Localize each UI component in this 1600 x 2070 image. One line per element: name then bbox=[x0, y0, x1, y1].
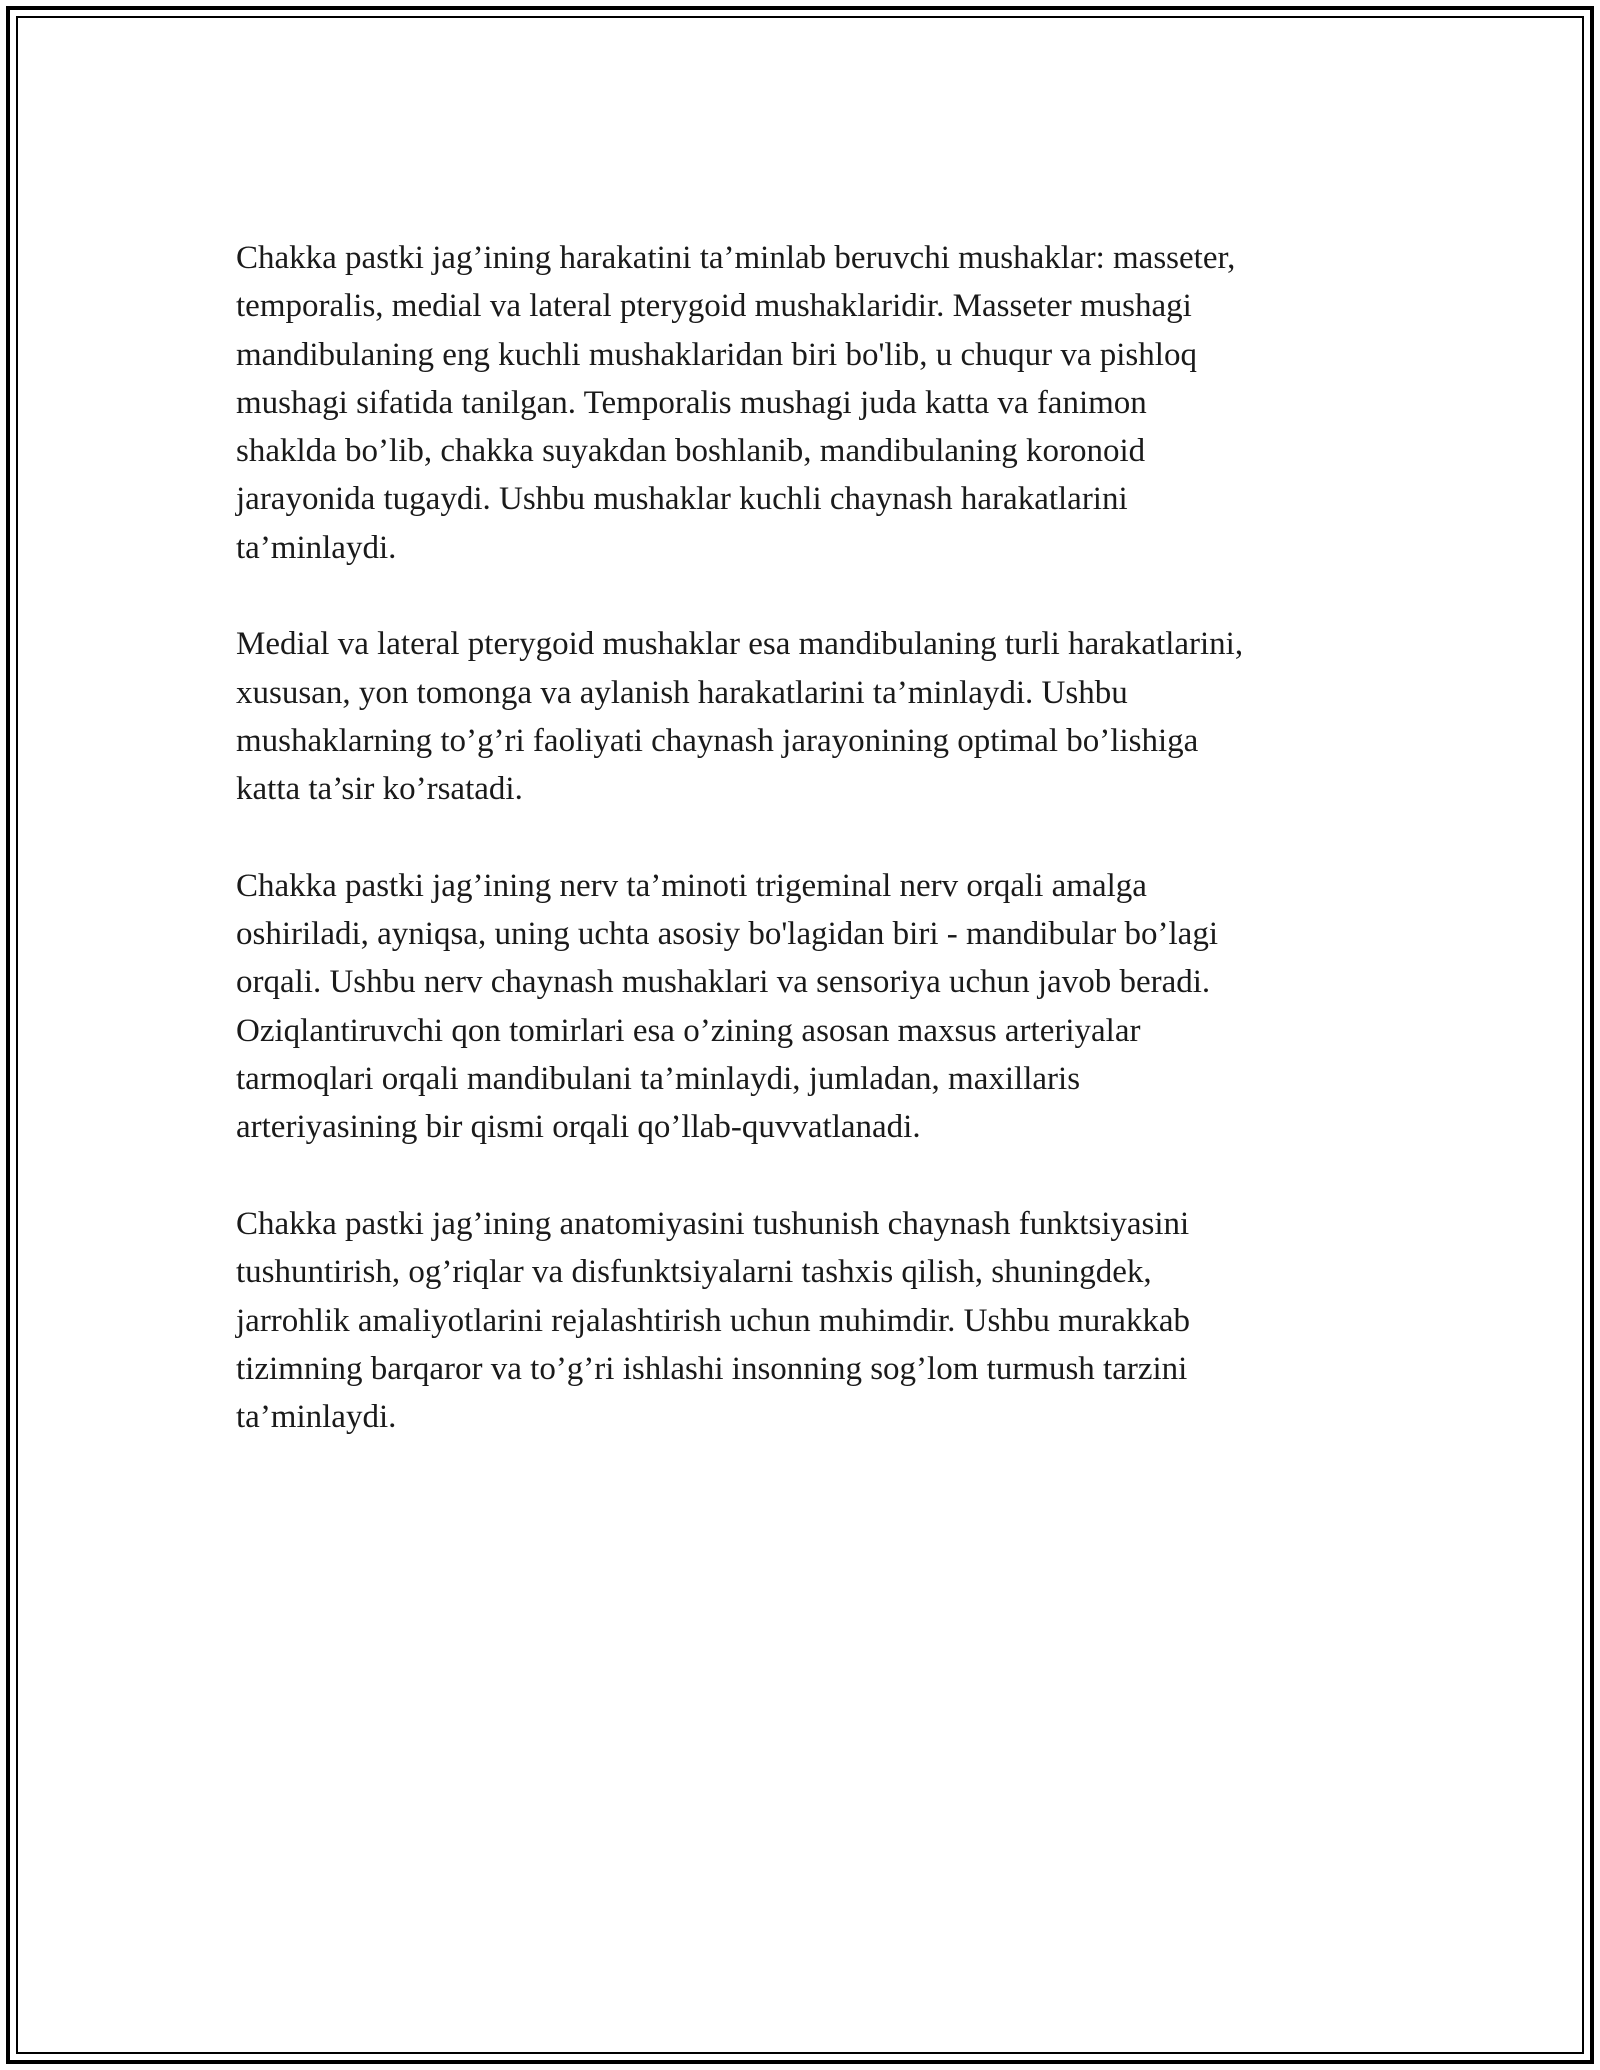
paragraph-4: Chakka pastki jag’ining anatomiyasini tushunish chaynash funktsiyasini tushuntirish, og’riqlar va disfunktsiyalarni tashxis qilish, shuningdek, jarrohlik amaliyotlarini rejalashtirish uchun muhimdir. Ushbu murakkab tizimning barqaror va to’g’ri ishlashi insonning sog’lom turmush tarzini ta’minlaydi. bbox=[236, 1205, 1191, 1436]
paragraph-1: Chakka pastki jag’ining harakatini ta’minlab beruvchi mushaklar: masseter, temporalis, medial va lateral pterygoid mushaklaridir. Masseter mushagi mandibulaning eng kuchli mushaklaridan biri bo'lib, u chuqur va pishloq mushagi sifatida tanilgan. Temporalis mushagi juda katta va fanimon shaklda bo’lib, chakka suyakdan boshlanib, mandibulaning koronoid jarayonida tugaydi. Ushbu mushaklar kuchli chaynash harakatlarini ta’minlaydi. bbox=[236, 240, 1236, 566]
paragraph-3: Chakka pastki jag’ining nerv ta’minoti trigeminal nerv orqali amalga oshiriladi, ayniqsa, uning uchta asosiy bo'lagidan biri - mandibular bo’lagi orqali. Ushbu nerv chaynash mushaklari va sensoriya uchun javob beradi. Oziqlantiruvchi qon tomirlari esa o’zining asosan maxsus arteriyalar tarmoqlari orqali mandibulani ta’minlaydi, jumladan, maxillaris arteriyasining bir qismi orqali qo’llab-quvvatlanadi. bbox=[236, 867, 1218, 1146]
paragraph-2: Medial va lateral pterygoid mushaklar esa mandibulaning turli harakatlarini, xususan, yon tomonga va aylanish harakatlarini ta’minlaydi. Ushbu mushaklarning to’g’ri faoliyati chaynash jarayonining optimal bo’lishiga katta ta’sir ko’rsatadi. bbox=[236, 626, 1244, 808]
document-body bbox=[236, 234, 1366, 1490]
